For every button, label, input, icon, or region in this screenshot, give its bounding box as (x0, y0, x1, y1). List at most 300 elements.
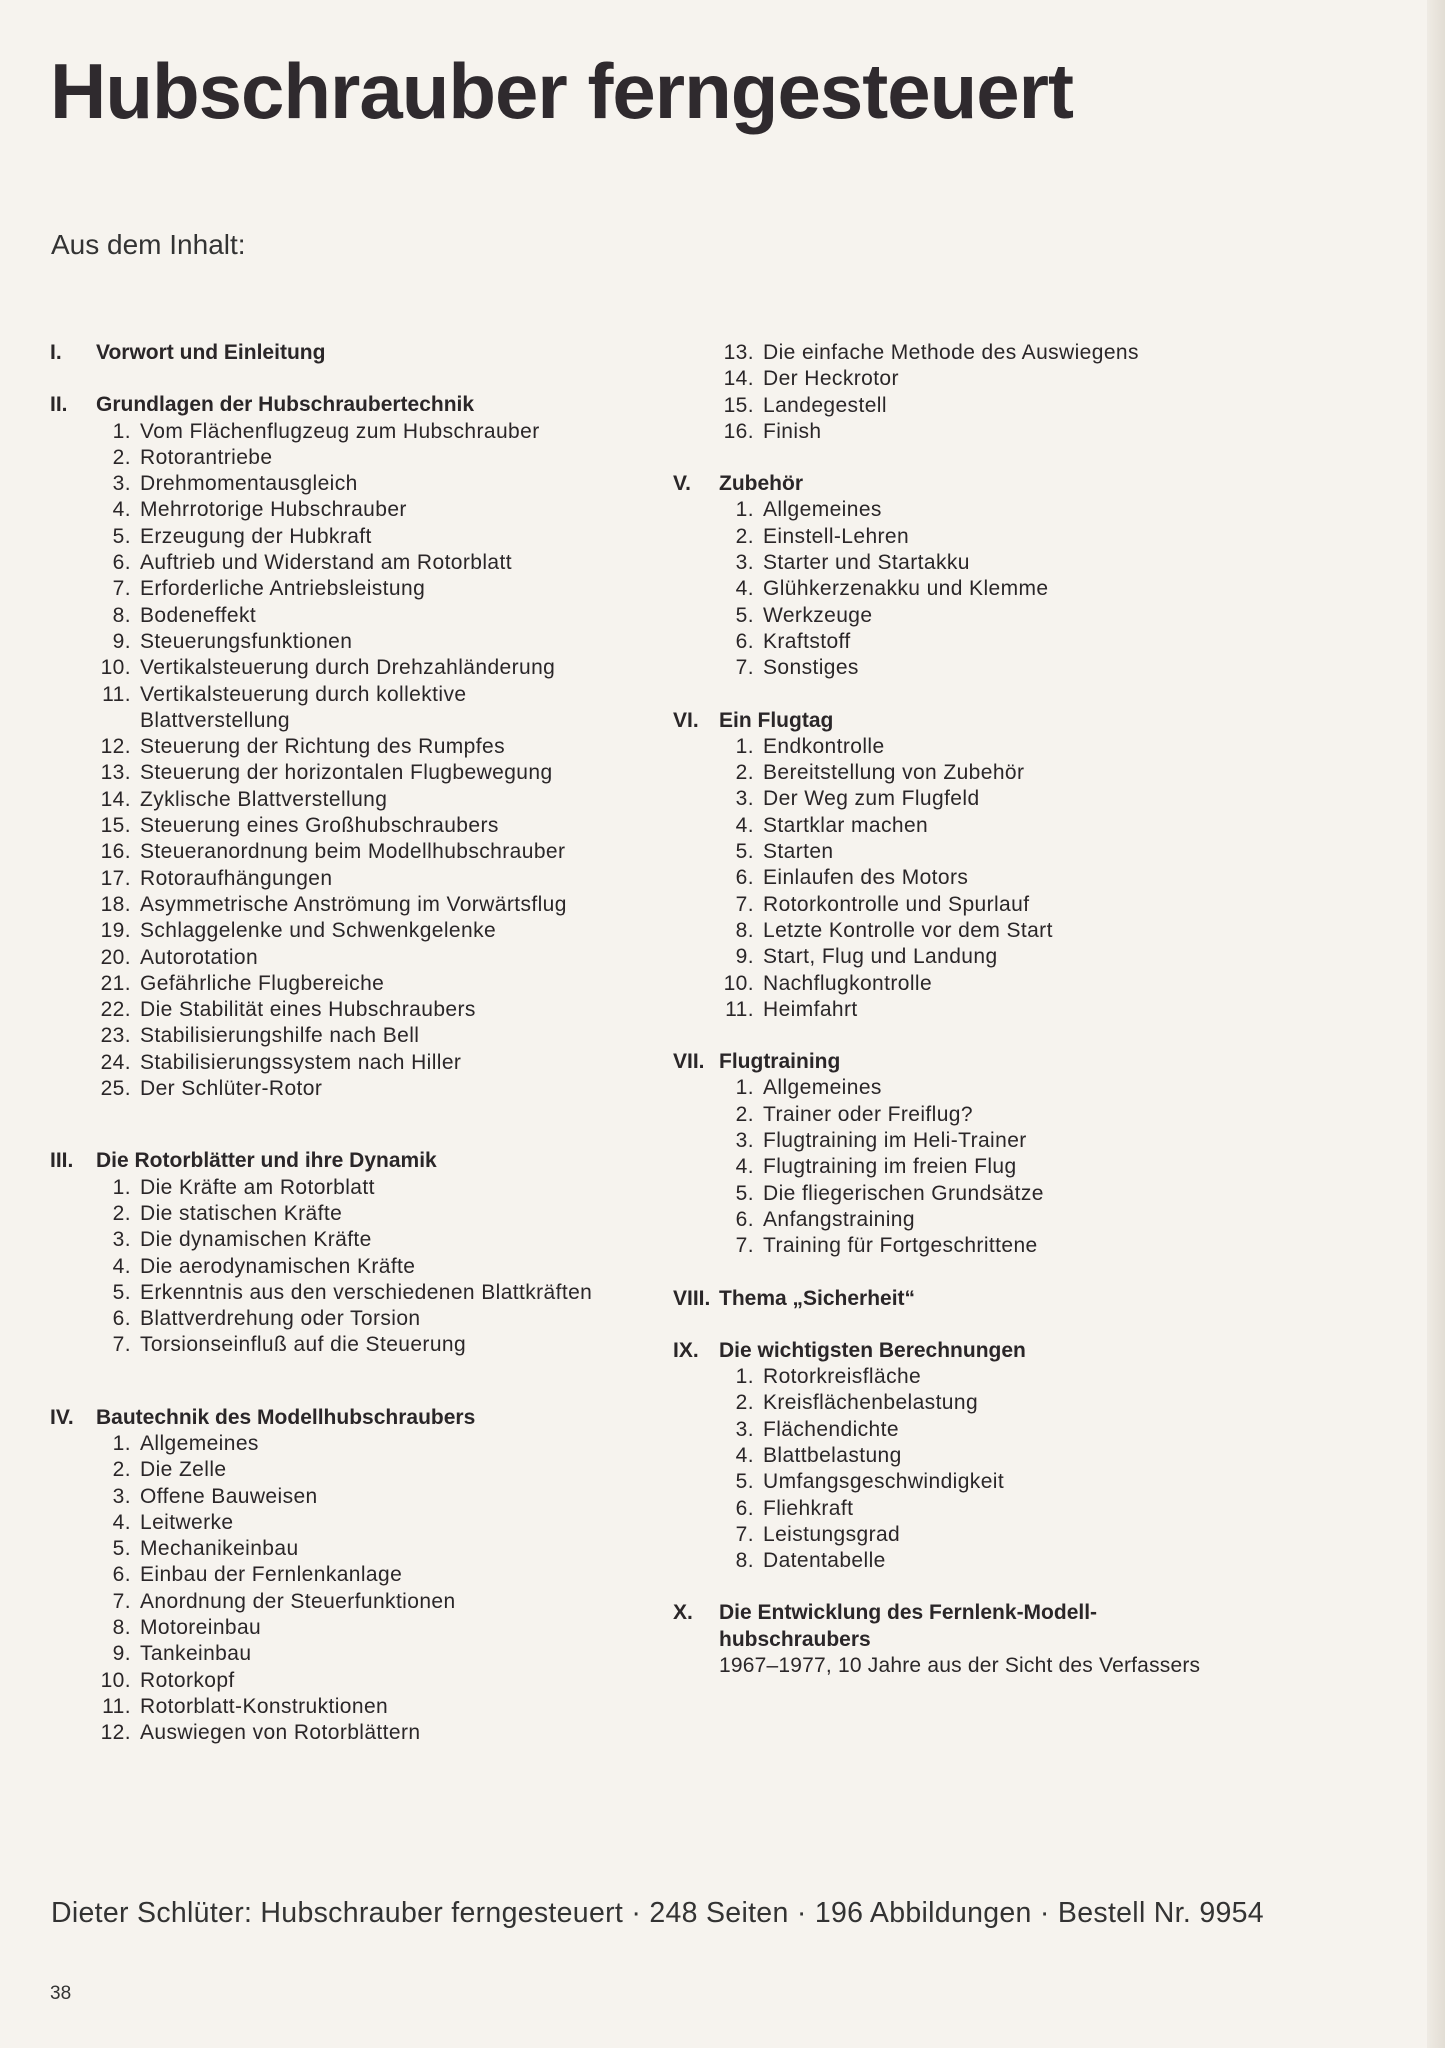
toc-item (50, 1175, 670, 1201)
toc-item (50, 1641, 670, 1667)
toc-item-number: 4. (735, 577, 754, 601)
toc-item-title: Einbau der Fernlenkanlage (140, 1563, 403, 1587)
toc-item-title: Letzte Kontrolle vor dem Start (763, 918, 1053, 942)
toc-item-number: 7. (735, 892, 754, 916)
toc-item (673, 918, 1313, 944)
toc-item-title: Die Stabilität eines Hubschraubers (140, 998, 476, 1022)
toc-right-column (673, 340, 1313, 1679)
toc-item-title: Leitwerke (140, 1510, 234, 1534)
toc-item-title: Nachflugkontrolle (763, 971, 933, 995)
toc-item (673, 393, 1313, 419)
toc-item-title: Rotorantriebe (140, 445, 273, 469)
toc-item (50, 1076, 670, 1102)
toc-item-title: Mehrrotorige Hubschrauber (140, 498, 407, 522)
toc-section-heading (50, 1405, 670, 1431)
toc-item-title: Rotorkopf (140, 1668, 235, 1692)
toc-section (50, 392, 670, 1102)
toc-item-number: 20. (100, 945, 131, 969)
toc-section (673, 1286, 1313, 1312)
toc-item-title: Offene Bauweisen (140, 1484, 318, 1508)
spacer (50, 1359, 670, 1405)
toc-section (50, 1405, 670, 1747)
toc-item-title: Endkontrolle (763, 734, 885, 758)
toc-item-title: Einlaufen des Motors (763, 866, 969, 890)
toc-item (673, 340, 1313, 366)
toc-item-number: 2. (735, 761, 754, 785)
toc-item (50, 1484, 670, 1510)
toc-item-number: 9. (735, 945, 754, 969)
toc-section-title: Zubehör (719, 472, 803, 496)
toc-item-number: 1. (112, 1175, 131, 1199)
toc-item-title: Trainer oder Freiflug? (763, 1102, 973, 1126)
toc-item-number: 3. (735, 787, 754, 811)
toc-item (50, 866, 670, 892)
toc-item-number: 7. (735, 1522, 754, 1546)
toc-item (673, 1075, 1313, 1101)
toc-section-number: I. (50, 341, 62, 364)
toc-section-title-line: Die Entwicklung des Fernlenk-Modell- (719, 1601, 1098, 1625)
toc-section-heading (50, 340, 670, 366)
toc-item (673, 1207, 1313, 1233)
toc-item-title: Stabilisierungshilfe nach Bell (140, 1024, 420, 1048)
toc-item (673, 944, 1313, 970)
toc-item (50, 1227, 670, 1253)
spacer (50, 366, 670, 392)
toc-item (50, 787, 670, 813)
spacer (673, 682, 1313, 708)
toc-item-number: 16. (100, 840, 131, 864)
toc-item-title: Autorotation (140, 945, 259, 969)
toc-item-title: Auswiegen von Rotorblättern (140, 1721, 421, 1745)
toc-item-number: 25. (100, 1077, 131, 1101)
toc-item-title: Allgemeines (140, 1431, 259, 1455)
toc-item-title: Die Zelle (140, 1458, 227, 1482)
toc-item (50, 603, 670, 629)
toc-item-number: 1. (735, 1365, 754, 1389)
toc-item-number: 6. (112, 1563, 131, 1587)
toc-item-title: Tankeinbau (140, 1642, 252, 1666)
toc-item (673, 734, 1313, 760)
toc-item (673, 366, 1313, 392)
spacer (50, 1102, 670, 1148)
toc-item (673, 1469, 1313, 1495)
toc-item (673, 760, 1313, 786)
toc-item-title: Die statischen Kräfte (140, 1201, 343, 1225)
toc-item-number: 15. (100, 814, 131, 838)
toc-item-number: 14. (100, 787, 131, 811)
toc-item (50, 1050, 670, 1076)
toc-item-number: 23. (100, 1024, 131, 1048)
toc-item-title: Die fliegerischen Grundsätze (763, 1181, 1044, 1205)
toc-item-number: 14. (723, 367, 754, 391)
toc-item-number: 16. (723, 419, 754, 443)
toc-item-number: 1. (735, 1076, 754, 1100)
toc-section (673, 1338, 1313, 1575)
toc-item-title: Rotorkontrolle und Spurlauf (763, 892, 1030, 916)
toc-section-heading (673, 708, 1313, 734)
toc-item-number: 17. (100, 866, 131, 890)
toc-item (50, 1306, 670, 1332)
toc-section-number: II. (50, 393, 68, 417)
toc-item-title: Blattbelastung (763, 1443, 902, 1467)
toc-section-title: Ein Flugtag (719, 708, 834, 732)
toc-item-title: Bereitstellung von Zubehör (763, 761, 1025, 785)
toc-item-title: Steuerung der horizontalen Flugbewegung (140, 761, 553, 785)
toc-item (50, 918, 670, 944)
toc-item-number: 2. (735, 1391, 754, 1415)
toc-item-number: 6. (112, 1307, 131, 1331)
toc-item-number: 10. (723, 971, 754, 995)
toc-item-title: Anordnung der Steuerfunktionen (140, 1589, 456, 1613)
toc-item (50, 1254, 670, 1280)
spacer (673, 445, 1313, 471)
toc-item (50, 1332, 670, 1358)
toc-item (50, 1615, 670, 1641)
toc-item-title: Sonstiges (763, 656, 859, 680)
toc-item (50, 1589, 670, 1615)
toc-section-number: IV. (50, 1405, 74, 1429)
toc-item (673, 865, 1313, 891)
toc-item (673, 629, 1313, 655)
toc-item (50, 629, 670, 655)
toc-item-title: Erforderliche Antriebsleistung (140, 577, 426, 601)
toc-item-number: 5. (735, 840, 754, 864)
toc-item-title: Stabilisierungssystem nach Hiller (140, 1050, 462, 1074)
toc-item-number: 13. (723, 341, 754, 364)
toc-item (673, 1496, 1313, 1522)
toc-section-number: III. (50, 1149, 74, 1173)
toc-item-title: Training für Fortgeschrittene (763, 1234, 1038, 1258)
toc-item-title: Die Kräfte am Rotorblatt (140, 1175, 375, 1199)
toc-section-title: Die wichtigsten Berechnungen (719, 1338, 1026, 1362)
toc-item-title: Zyklische Blattverstellung (140, 787, 388, 811)
toc-item-number: 3. (112, 1228, 131, 1252)
toc-item (50, 550, 670, 576)
toc-item (673, 1102, 1313, 1128)
toc-section-title: Flugtraining (719, 1050, 841, 1074)
toc-item-title: Blattverstellung (140, 708, 290, 732)
toc-item-title: Die dynamischen Kräfte (140, 1228, 372, 1252)
toc-item-number: 12. (100, 735, 131, 759)
toc-section-heading (50, 392, 670, 418)
toc-item (50, 445, 670, 471)
toc-item-number: 6. (112, 551, 131, 575)
toc-item-title: Steueranordnung beim Modellhubschrauber (140, 840, 566, 864)
contents-subtitle: Aus dem Inhalt: (51, 229, 246, 260)
toc-section-title: Bautechnik des Modellhubschraubers (96, 1405, 476, 1429)
toc-item (673, 524, 1313, 550)
toc-item (50, 524, 670, 550)
toc-section (673, 471, 1313, 681)
toc-section (673, 1049, 1313, 1259)
toc-item (673, 419, 1313, 445)
toc-item (673, 1181, 1313, 1207)
toc-item-number: 2. (735, 524, 754, 548)
toc-item (50, 1510, 670, 1536)
toc-section-number: IX. (673, 1338, 699, 1362)
toc-item-number: 1. (735, 498, 754, 522)
toc-item-number: 4. (112, 498, 131, 522)
toc-item-number: 7. (735, 656, 754, 680)
toc-item (673, 497, 1313, 523)
toc-item-number: 11. (102, 682, 131, 706)
toc-item (673, 1390, 1313, 1416)
toc-item-title: Steuerung der Richtung des Rumpfes (140, 735, 505, 759)
toc-item (673, 1154, 1313, 1180)
toc-item-number: 5. (112, 524, 131, 548)
toc-item-title: Finish (763, 419, 822, 443)
toc-item-number: 3. (735, 1129, 754, 1153)
toc-item-title: Vertikalsteuerung durch Drehzahländerung (140, 656, 556, 680)
toc-item-title: Der Heckrotor (763, 367, 899, 391)
toc-item-title: Vertikalsteuerung durch kollektive (140, 682, 467, 706)
toc-item-title: Mechanikeinbau (140, 1537, 299, 1561)
toc-item (673, 997, 1313, 1023)
toc-item-title: Allgemeines (763, 1076, 882, 1100)
toc-item-number: 15. (723, 393, 754, 417)
toc-item-title: Rotorkreisfläche (763, 1365, 922, 1389)
toc-item-title: Rotoraufhängungen (140, 866, 333, 890)
toc-item-title: Glühkerzenakku und Klemme (763, 577, 1049, 601)
toc-section-heading (673, 1338, 1313, 1364)
toc-item (50, 1668, 670, 1694)
toc-item (50, 1431, 670, 1457)
toc-item-number: 8. (112, 1616, 131, 1640)
toc-item-number: 18. (100, 892, 131, 916)
toc-section-note: 1967–1977, 10 Jahre aus der Sicht des Verfassers (719, 1654, 1201, 1678)
toc-item (673, 1364, 1313, 1390)
toc-item-title: Landegestell (763, 393, 887, 417)
toc-section-number: VII. (673, 1050, 705, 1074)
spacer (673, 1312, 1313, 1338)
toc-item-number: 4. (735, 813, 754, 837)
toc-item-number: 9. (112, 1642, 131, 1666)
page-title: Hubschrauber ferngesteuert (50, 47, 1073, 135)
toc-item-number: 22. (100, 998, 131, 1022)
toc-item-number: 24. (100, 1050, 131, 1074)
toc-item-title: Bodeneffekt (140, 603, 257, 627)
toc-item (673, 971, 1313, 997)
toc-item (50, 892, 670, 918)
toc-item (673, 1233, 1313, 1259)
toc-item (50, 471, 670, 497)
toc-item-number: 19. (100, 919, 131, 943)
toc-item (50, 655, 670, 681)
toc-item-title: Kreisflächenbelastung (763, 1391, 979, 1415)
toc-item-number: 12. (100, 1721, 131, 1745)
toc-item-title: Die einfache Methode des Auswiegens (763, 341, 1139, 364)
toc-section-title (719, 1600, 1313, 1653)
toc-section-title-line: hubschraubers (719, 1627, 871, 1651)
toc-item-title: Allgemeines (763, 498, 882, 522)
toc-item-title: Umfangsgeschwindigkeit (763, 1470, 1005, 1494)
toc-item (50, 419, 670, 445)
toc-item (50, 1280, 670, 1306)
toc-item-number: 7. (112, 577, 131, 601)
toc-item (673, 1443, 1313, 1469)
toc-section-number: V. (673, 472, 691, 496)
toc-item-number: 5. (735, 603, 754, 627)
toc-section-heading (673, 1049, 1313, 1075)
toc-item (673, 1128, 1313, 1154)
toc-item (50, 760, 670, 786)
toc-item-number: 3. (112, 472, 131, 496)
toc-item-number: 4. (112, 1254, 131, 1278)
toc-item-number: 5. (735, 1181, 754, 1205)
spacer (673, 1574, 1313, 1600)
toc-section (673, 1600, 1313, 1679)
toc-item-number: 8. (735, 1549, 754, 1573)
toc-item-title: Flugtraining im Heli-Trainer (763, 1129, 1027, 1153)
toc-item-number: 11. (725, 997, 754, 1021)
toc-section-heading (673, 471, 1313, 497)
toc-item-number: 3. (735, 1417, 754, 1441)
toc-item-number: 6. (735, 1207, 754, 1231)
toc-item-title: Flächendichte (763, 1417, 899, 1441)
toc-item-number: 6. (735, 1496, 754, 1520)
toc-item (50, 1457, 670, 1483)
toc-left-column (50, 340, 670, 1747)
toc-item (673, 1522, 1313, 1548)
toc-item (673, 813, 1313, 839)
toc-item-title: Steuerung eines Großhubschraubers (140, 814, 499, 838)
toc-item (673, 786, 1313, 812)
toc-item-number: 1. (112, 419, 131, 443)
toc-item (50, 576, 670, 602)
toc-section-number: VI. (673, 708, 699, 732)
toc-item (50, 497, 670, 523)
toc-item-number: 10. (100, 656, 131, 680)
toc-item (50, 1023, 670, 1049)
toc-item (673, 550, 1313, 576)
toc-item-title: Leistungsgrad (763, 1522, 901, 1546)
toc-item-number: 8. (735, 918, 754, 942)
toc-item-title: Datentabelle (763, 1549, 886, 1573)
toc-item-title: Erzeugung der Hubkraft (140, 524, 372, 548)
toc-item-title: Der Schlüter-Rotor (140, 1077, 323, 1101)
toc-section-number: X. (673, 1601, 693, 1625)
toc-item (50, 813, 670, 839)
toc-item-number: 3. (735, 551, 754, 575)
toc-item-number: 2. (735, 1102, 754, 1126)
toc-item-title: Kraftstoff (763, 629, 851, 653)
toc-item-title: Der Weg zum Flugfeld (763, 787, 980, 811)
toc-item-title: Startklar machen (763, 813, 929, 837)
toc-section-heading (50, 1148, 670, 1174)
toc-item-number: 1. (735, 734, 754, 758)
toc-item-number: 2. (112, 445, 131, 469)
toc-item-number: 21. (100, 971, 131, 995)
toc-item-number: 2. (112, 1458, 131, 1482)
toc-item (50, 1201, 670, 1227)
toc-item-number: 7. (735, 1234, 754, 1258)
toc-item-number: 4. (735, 1443, 754, 1467)
toc-item-title: Start, Flug und Landung (763, 945, 998, 969)
toc-item-title: Drehmomentausgleich (140, 472, 358, 496)
toc-item-number: 5. (112, 1280, 131, 1304)
toc-item-title: Auftrieb und Widerstand am Rotorblatt (140, 551, 512, 575)
toc-item-title: Erkenntnis aus den verschiedenen Blattkräften (140, 1280, 593, 1304)
toc-item-title: Rotorblatt-Konstruktionen (140, 1694, 389, 1718)
toc-item-title: Starter und Startakku (763, 551, 970, 575)
toc-item-number: 11. (102, 1694, 131, 1718)
toc-section-number: VIII. (673, 1286, 711, 1310)
toc-item-number: 4. (735, 1155, 754, 1179)
toc-item-title: Anfangstraining (763, 1207, 915, 1231)
toc-item (673, 1417, 1313, 1443)
toc-section-title: Grundlagen der Hubschraubertechnik (96, 393, 475, 417)
toc-item-title: Einstell-Lehren (763, 524, 910, 548)
toc-item-number: 6. (735, 866, 754, 890)
toc-item-number: 13. (100, 761, 131, 785)
toc-item-number: 6. (735, 629, 754, 653)
toc-section-heading (673, 1286, 1313, 1312)
toc-item-number: 1. (112, 1431, 131, 1455)
toc-item (50, 971, 670, 997)
toc-item-title: Flugtraining im freien Flug (763, 1155, 1017, 1179)
toc-item-title: Steuerungsfunktionen (140, 629, 353, 653)
toc-item (50, 1720, 670, 1746)
toc-item (673, 576, 1313, 602)
toc-item-number: 5. (735, 1470, 754, 1494)
toc-item-number: 7. (112, 1333, 131, 1357)
toc-item-number: 9. (112, 629, 131, 653)
toc-section-title: Thema „Sicherheit“ (719, 1286, 916, 1310)
toc-item-title: Fliehkraft (763, 1496, 854, 1520)
toc-item (50, 839, 670, 865)
spacer (673, 1260, 1313, 1286)
toc-item-title: Schlaggelenke und Schwenkgelenke (140, 919, 497, 943)
toc-item-number (90, 708, 140, 734)
toc-section-heading (673, 1600, 1313, 1653)
toc-item (50, 734, 670, 760)
toc-item-number: 7. (112, 1589, 131, 1613)
toc-item (50, 945, 670, 971)
toc-item-number: 5. (112, 1537, 131, 1561)
toc-item-title: Werkzeuge (763, 603, 873, 627)
toc-section-title: Die Rotorblätter und ihre Dynamik (96, 1149, 437, 1173)
page-number: 38 (50, 1983, 72, 2004)
book-info-footer: Dieter Schlüter: Hubschrauber ferngesteuert · 248 Seiten · 196 Abbildungen · Bestell Nr. 9954 (51, 1897, 1264, 1929)
toc-item (50, 1536, 670, 1562)
toc-section-title: Vorwort und Einleitung (96, 341, 326, 364)
toc-item (50, 1562, 670, 1588)
toc-item (673, 655, 1313, 681)
toc-item-number: 3. (112, 1484, 131, 1508)
toc-item (673, 839, 1313, 865)
toc-item (50, 708, 670, 734)
toc-section (673, 708, 1313, 1024)
toc-item-title: Asymmetrische Anströmung im Vorwärtsflug (140, 892, 567, 916)
toc-item-title: Vom Flächenflugzeug zum Hubschrauber (140, 419, 540, 443)
toc-item-number: 8. (112, 603, 131, 627)
toc-section (50, 1148, 670, 1358)
toc-item (673, 1548, 1313, 1574)
toc-item-title: Gefährliche Flugbereiche (140, 971, 385, 995)
page-edge (1427, 0, 1445, 2048)
toc-item (673, 603, 1313, 629)
toc-item-title: Torsionseinfluß auf die Steuerung (140, 1333, 467, 1357)
toc-item (50, 682, 670, 708)
toc-item-title: Heimfahrt (763, 997, 858, 1021)
toc-item-title: Die aerodynamischen Kräfte (140, 1254, 416, 1278)
spacer (673, 1023, 1313, 1049)
toc-item (673, 892, 1313, 918)
toc-item-number: 4. (112, 1510, 131, 1534)
toc-item-title: Motoreinbau (140, 1616, 262, 1640)
toc-item-title: Starten (763, 840, 834, 864)
toc-item (50, 997, 670, 1023)
